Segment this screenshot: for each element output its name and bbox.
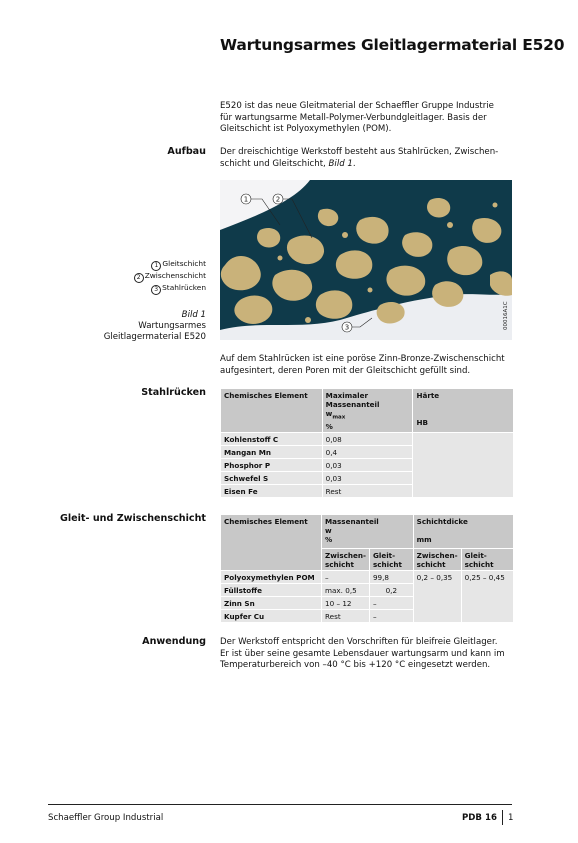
- aufbau-paragraph: Der dreischichtige Werkstoff besteht aus Stahlrücken, Zwischen-schicht und Gleitschicht, Bild 1.: [220, 147, 499, 169]
- table-row: Kohlenstoff C 0,08: [221, 433, 514, 446]
- legend-item-1: 1 Gleitschicht: [151, 259, 206, 271]
- figure-reference: Bild 1: [328, 158, 353, 169]
- figure-code: 00016A1C: [503, 301, 509, 330]
- callout-3: [342, 322, 352, 332]
- after-figure-paragraph: Auf dem Stahlrücken ist eine poröse Zinn-Bronze-Zwischenschicht aufgesintert, deren Poren mit der Gleitschicht gefüllt sind.: [220, 354, 505, 376]
- legend-item-2: 2 Zwischenschicht: [134, 271, 206, 283]
- table-row: Zinn Sn 10 – 12 –: [221, 597, 514, 610]
- aufbau-heading: Aufbau: [167, 146, 206, 157]
- table-row: Füllstoffe max. 0,5 0,2: [221, 584, 514, 597]
- table-row: Kupfer Cu Rest –: [221, 610, 514, 623]
- gleit-table: [220, 514, 514, 623]
- intro-paragraph: E520 ist das neue Gleitmaterial der Schaeffler Gruppe Industrie für wartungsarme Metall-Polymer-Verbundgleitlager. Basis der Gleitschicht ist Polyoxymethylen (POM).: [220, 101, 494, 134]
- table-row: Polyoxymethylen POM – 99,8 0,2 – 0,35 0,25 – 0,45: [221, 571, 514, 584]
- footer-page-number: 1: [508, 813, 514, 823]
- anwendung-heading: Anwendung: [142, 636, 206, 647]
- gleit-table-subheader: Zwischen- schicht Gleit- schicht Zwischen- schicht Gleit- schicht: [221, 549, 514, 571]
- svg-text:2: 2: [275, 195, 281, 204]
- table-row: Schwefel S 0,03: [221, 472, 514, 485]
- table-row: Phosphor P 0,03: [221, 459, 514, 472]
- page-title: Wartungsarmes Gleitlagermaterial E520: [220, 36, 565, 54]
- anwendung-paragraph: Der Werkstoff entspricht den Vorschriften für bleifreie Gleitlager. Er ist über seine gesamte Lebensdauer wartungsarm und kann im Temperaturbereich von –40 °C bis +120 °C eingesetzt werden.: [220, 637, 505, 670]
- svg-text:1: 1: [243, 195, 249, 204]
- stahl-heading: Stahlrücken: [141, 387, 206, 398]
- svg-text:3: 3: [344, 323, 350, 332]
- legend-item-3: 3 Stahlrücken: [151, 283, 206, 295]
- stahl-table-header: Chemisches Element Maximaler Massenanteil $w_{max}$ % Härte HB: [221, 389, 514, 433]
- callout-1: [241, 194, 251, 204]
- footer-document-id: PDB 16: [462, 813, 497, 823]
- gleit-heading: Gleit- und Zwischenschicht: [59, 513, 206, 524]
- layer-structure-figure: [220, 180, 512, 340]
- footer-company: Schaeffler Group Industrial: [48, 813, 164, 823]
- stahl-table: [220, 388, 514, 498]
- figure-caption: Bild 1 Wartungsarmes Gleitlagermaterial E520: [103, 310, 206, 342]
- callout-2: [273, 194, 283, 204]
- gleit-table-header: Chemisches Element Massenanteil w % Schichtdicke mm: [221, 515, 514, 549]
- table-row: Mangan Mn 0,4: [221, 446, 514, 459]
- table-row: Eisen Fe Rest: [221, 485, 514, 498]
- footer-divider: [48, 804, 512, 805]
- footer-separator: [502, 810, 503, 825]
